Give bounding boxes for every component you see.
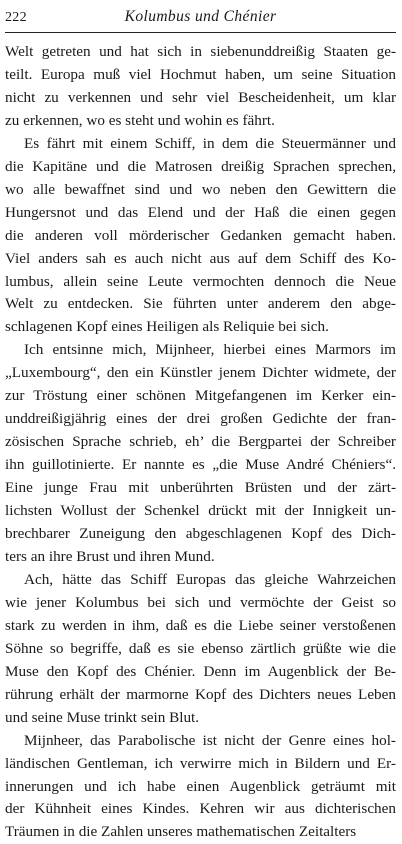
book-page: [5, 8, 396, 844]
text-line: ters an ihre Brust und ihren Mund.: [5, 547, 215, 565]
paragraph: [5, 133, 396, 340]
text-line: brechbarer Zuneigung den abgeschlagenen Kopf des Dich-: [5, 525, 396, 543]
paragraph: [5, 339, 396, 569]
text-line: innerungen und ich habe einen Augenblick geträumt mit: [5, 777, 396, 795]
text-line: Ach, hätte das Schiff Europas das gleiche Wahrzeichen: [24, 570, 396, 588]
text-line: unddreißigjährig eines der drei großen Gedichte der fran-: [5, 410, 396, 428]
text-line: und seine Muse trinkt sein Blut.: [5, 708, 200, 726]
text-line: Hungersnot und das Elend und der Haß die einen gegen: [5, 203, 396, 221]
paragraph: [5, 569, 396, 730]
body-text: [5, 41, 396, 844]
text-line: ländischen Gentleman, ich verwirre mich in Bildern und Er-: [5, 754, 396, 772]
text-line: Viel anders sah es auch nicht aus auf dem Schiff des Ko-: [5, 249, 396, 267]
text-line: Welt zu entdecken. Sie führten unter anderem den abge-: [5, 295, 396, 313]
text-line: wie jener Kolumbus bei sich und vermöchte der Geist so: [5, 593, 396, 611]
text-line: Eine junge Frau mit unberührten Brüsten und der zärt-: [5, 479, 396, 497]
text-line: die Kapitäne und die Matrosen dreißig Sprachen sprechen,: [5, 157, 396, 175]
text-line: Mijnheer, das Parabolische ist nicht der Genre eines hol-: [24, 731, 396, 749]
text-line: Ich entsinne mich, Mijnheer, hierbei eines Marmors im: [24, 341, 396, 359]
text-line: lumbus, allein seine Leute vermochten dennoch die Neue: [5, 272, 396, 290]
text-line: ihn guillotinierte. Er nannte es „die Muse André Chéniers“.: [5, 456, 396, 474]
text-line: der Kühnheit eines Kindes. Kehren wir aus dichterischen: [5, 800, 396, 818]
text-line: teilt. Europa muß viel Hochmut haben, um seine Situation: [5, 65, 396, 83]
text-line: zösischen Sprache schrieb, eh’ die Bergpartei der Schreiber: [5, 433, 396, 451]
text-line: Es fährt mit einem Schiff, in dem die Steuermänner und: [24, 134, 396, 152]
text-line: zur Tröstung einer schönen Mitgefangenen im Kerker ein-: [5, 387, 396, 405]
text-line: nicht zu verkennen und sehr viel Bescheidenheit, um klar: [5, 88, 396, 106]
text-line: lichsten Wollust der Schenkel drückt mit der Innigkeit un-: [5, 502, 396, 520]
text-line: Träumen in die Zahlen unseres mathematischen Zeitalters: [5, 823, 357, 841]
text-line: Söhne so begriffe, daß es sie ebenso zärtlich grüßte wie die: [5, 639, 396, 657]
running-head: [5, 8, 396, 33]
paragraph: [5, 41, 396, 133]
page-number: 222: [5, 10, 27, 25]
running-title: Kolumbus und Chénier: [124, 8, 277, 25]
text-line: wo alle bewaffnet sind und wo neben den Gewittern die: [5, 180, 396, 198]
text-line: zu erkennen, wo es steht und wohin es fährt.: [5, 111, 275, 129]
text-line: stark zu werden in ihm, daß es die Liebe seiner verstoßenen: [5, 616, 396, 634]
paragraph: [5, 730, 396, 844]
text-line: schlagenen Kopf eines Heiligen als Reliquie bei sich.: [5, 318, 329, 336]
text-line: die anderen voll mörderischer Gedanken gemacht haben.: [5, 226, 396, 244]
text-line: „Luxembourg“, den ein Künstler jenem Dichter widmete, der: [5, 364, 396, 382]
text-line: rührung erhält der marmorne Kopf des Dichters neues Leben: [5, 685, 396, 703]
text-line: Muse den Kopf des Chénier. Denn im Augenblick der Be-: [5, 662, 396, 680]
text-line: Welt getreten und hat sich in siebenunddreißig Staaten ge-: [5, 43, 396, 60]
